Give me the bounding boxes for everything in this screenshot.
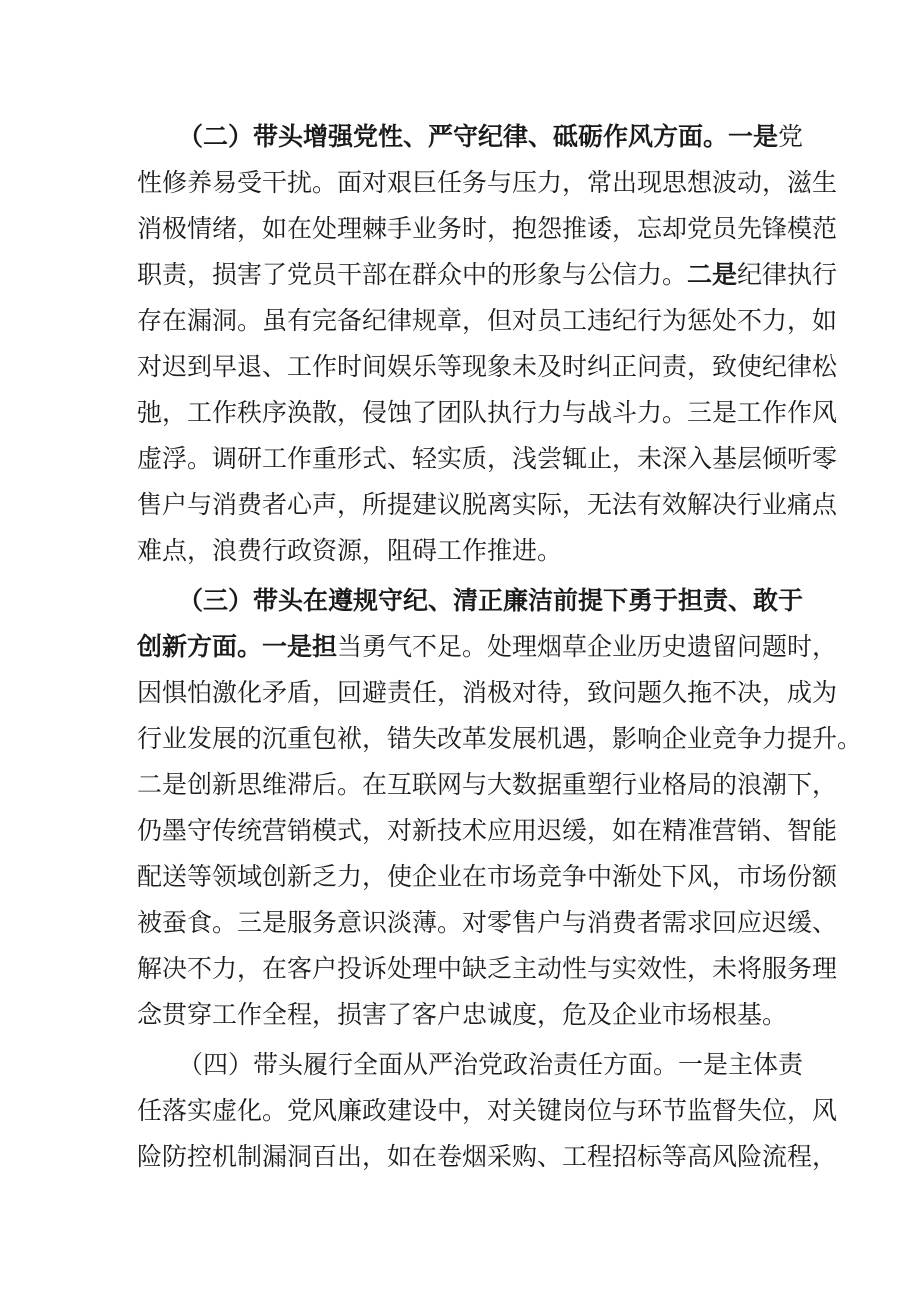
body-text: 因惧怕激化矛盾，回避责任，消极对待，致问题久拖不决，成为 xyxy=(137,678,838,707)
body-text: 职责，损害了党员干部在群众中的形象与公信力。 xyxy=(137,260,688,289)
body-text: 仍墨守传统营销模式，对新技术应用迟缓，如在精准营销、智能 xyxy=(137,816,838,845)
body-text: 党 xyxy=(778,122,804,151)
heading-text: （三）带头在遵规守纪、清正廉洁前提下勇于担责、敢于 xyxy=(178,586,804,615)
body-text: （四）带头履行全面从严治党政治责任方面。一是主体责 xyxy=(178,1050,804,1079)
text-line xyxy=(137,762,920,808)
body-text: 纪律执行 xyxy=(737,260,838,289)
text-line xyxy=(137,946,920,992)
body-text: 难点，浪费行政资源，阻碍工作推进。 xyxy=(137,536,563,565)
body-text: 消极情绪，如在处理棘手业务时，抱怨推诿，忘却党员先锋模范 xyxy=(137,214,838,243)
text-line xyxy=(137,900,920,946)
text-line xyxy=(137,298,920,344)
body-text: 配送等领域创新乏力，使企业在市场竞争中渐处下风，市场份额 xyxy=(137,862,838,891)
body-text: 任落实虚化。党风廉政建设中，对关键岗位与环节监督失位，风 xyxy=(137,1096,838,1125)
text-line xyxy=(137,344,920,390)
body-text: 被蚕食。三是服务意识淡薄。对零售户与消费者需求回应迟缓、 xyxy=(137,908,838,937)
body-text: 弛，工作秩序涣散，侵蚀了团队执行力与战斗力。三是工作作风 xyxy=(137,398,838,427)
text-line xyxy=(178,114,920,160)
text-line xyxy=(137,482,920,528)
body-text: 险防控机制漏洞百出，如在卷烟采购、工程招标等高风险流程， xyxy=(137,1142,838,1171)
body-text: 售户与消费者心声，所提建议脱离实际，无法有效解决行业痛点 xyxy=(137,490,838,519)
heading-text: 创新方面。一是担 xyxy=(137,632,338,661)
text-line xyxy=(137,206,920,252)
text-line xyxy=(137,436,920,482)
text-line xyxy=(137,1088,920,1134)
text-line xyxy=(137,252,920,298)
text-line xyxy=(137,624,920,670)
body-text: 对迟到早退、工作时间娱乐等现象未及时纠正问责，致使纪律松 xyxy=(137,352,838,381)
body-text: 解决不力，在客户投诉处理中缺乏主动性与实效性，未将服务理 xyxy=(137,954,838,983)
text-line xyxy=(137,528,920,574)
text-line xyxy=(137,160,920,206)
body-text: 存在漏洞。虽有完备纪律规章，但对员工违纪行为惩处不力，如 xyxy=(137,306,838,335)
text-line xyxy=(178,578,920,624)
text-line xyxy=(137,808,920,854)
body-text: 行业发展的沉重包袱，错失改革发展机遇，影响企业竞争力提升。 xyxy=(137,724,863,753)
text-line xyxy=(137,1134,920,1180)
text-line xyxy=(137,390,920,436)
body-text: 性修养易受干扰。面对艰巨任务与压力，常出现思想波动，滋生 xyxy=(137,168,838,197)
emphasis-text: 二是 xyxy=(687,260,738,289)
body-text: 虚浮。调研工作重形式、轻实质，浅尝辄止，未深入基层倾听零 xyxy=(137,444,838,473)
heading-text: （二）带头增强党性、严守纪律、砥砺作风方面。一是 xyxy=(178,122,779,151)
text-line xyxy=(137,670,920,716)
text-line xyxy=(137,992,920,1038)
body-text: 二是创新思维滞后。在互联网与大数据重塑行业格局的浪潮下， xyxy=(137,770,838,799)
body-text: 当勇气不足。处理烟草企业历史遗留问题时， xyxy=(337,632,838,661)
text-line xyxy=(137,716,920,762)
text-line xyxy=(137,854,920,900)
text-line xyxy=(178,1042,920,1088)
body-text: 念贯穿工作全程，损害了客户忠诚度，危及企业市场根基。 xyxy=(137,1000,788,1029)
